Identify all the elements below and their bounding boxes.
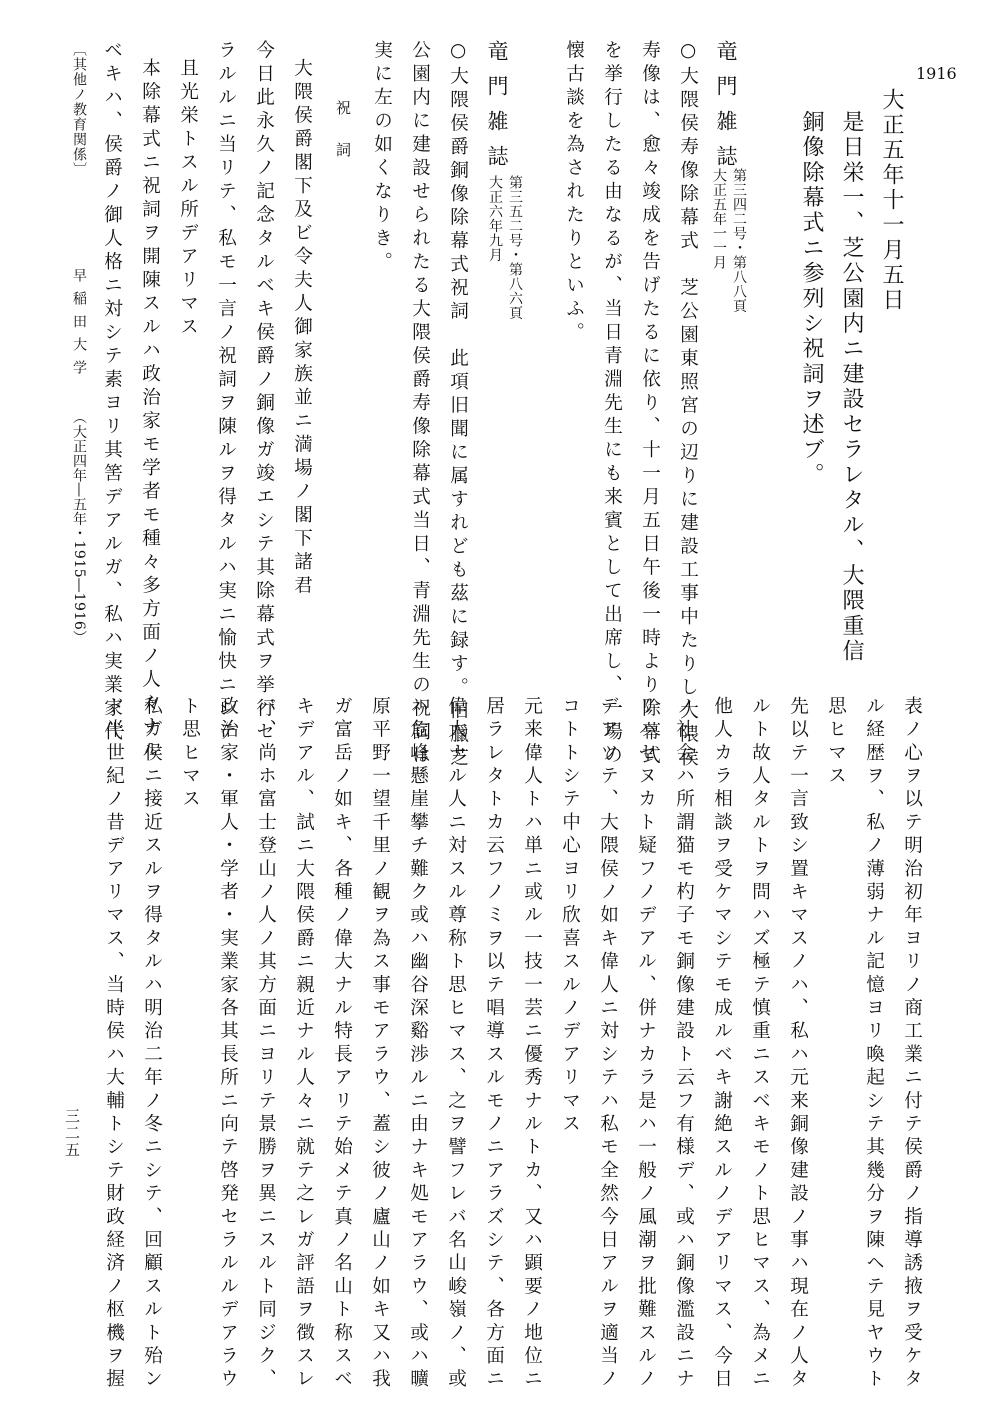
source2-line-1: ○大隈侯爵銅像除幕式祝詞 此項旧聞に属すれども茲に録す。旧臘芝 [447, 40, 469, 771]
lower-body-line-21: 私ガ侯ニ接近スルヲ得タルハ明治二年ノ冬ニシテ、回顧スルト殆ン [141, 696, 163, 1392]
lower-body-line-6: 他人カラ相談ヲ受ケマシテモ成ルベキ謝絶スルノデアリマス、今日 [711, 696, 733, 1392]
lower-body-line-14: ハ危峰懸崖攀チ難ク或ハ幽谷深谿渉ルニ由ナキ処モアラウ、或ハ曠 [407, 696, 429, 1392]
lower-body-line-11: 元来偉人トハ単ニ或ル一技一芸ニ優秀ナルトカ、又ハ顕要ノ地位ニ [521, 696, 543, 1392]
lower-body-line-16: ガ富岳ノ如キ、各種ノ偉大ナル特長アリテ始メテ真ノ名山ト称スベ [331, 696, 353, 1392]
upper-body-line-1: 大隈侯爵閣下及ビ令夫人御家族並ニ満場ノ閣下諸君 [291, 58, 313, 599]
footer-period: （大正四年―五年・1915―1916） [71, 410, 87, 645]
source-ref-1a: 第三四二号・第八八頁 [731, 168, 747, 313]
event-line-2: 銅像除幕式ニ参列シ祝詞ヲ述ブ。 [799, 110, 824, 488]
lower-body-line-15: 原平野一望千里ノ観ヲ為ス事モアラウ、蓋シ彼ノ廬山ノ如キ又ハ我 [369, 696, 391, 1392]
lower-body-line-1: 表ノ心ヲ以テ明治初年ヨリノ商工業ニ付テ侯爵ノ指導誘掖ヲ受ケタ [901, 696, 923, 1392]
source-title-2: 竜門雑誌 [485, 40, 509, 180]
source1-line-1: ○大隈侯寿像除幕式 芝公園東照宮の辺りに建設工事中たりし大隈侯 [677, 40, 699, 771]
source1-line-2: 寿像は、愈々竣成を告げたるに依り、十一月五日午後一時より除幕式 [639, 40, 661, 769]
lower-body-line-9: デアツテ、大隈侯ノ如キ偉人ニ対シテハ私モ全然今日アルヲ適当ノ [597, 696, 619, 1392]
lower-body-line-17: キデアル、試ニ大隈侯爵ニ親近ナル人々ニ就テ之レガ評語ヲ徴スレ [293, 696, 315, 1392]
lower-body-line-7: ノ社会ハ所謂猫モ杓子モ銅像建設ト云フ有様デ、或ハ銅像濫設ニナ [673, 696, 695, 1392]
lower-body-line-18: バ、尚ホ富士登山ノ人ノ其方面ニヨリテ景勝ヲ異ニスルト同ジク、 [255, 696, 277, 1392]
source-title-1: 竜門雑誌 [714, 40, 738, 180]
source-ref-2a: 第三五二号・第八六頁 [507, 175, 523, 320]
footer-category: 〔其他ノ教育関係〕 [71, 42, 87, 177]
lower-body-line-10: コトトシテ中心ヨリ欣喜スルノデアリマス [559, 696, 581, 1137]
event-line-1: 是日栄一、芝公園内ニ建設セラレタル、大隈重信 [839, 110, 864, 665]
shukushi-heading: 祝 詞 [334, 100, 352, 163]
source-ref-1b: 大正五年一一月 [711, 168, 727, 270]
lower-body-line-22: ド半世紀ノ昔デアリマス、当時侯ハ大輔トシテ財政経済ノ枢機ヲ握 [103, 696, 125, 1392]
upper-body-line-2: 今日此永久ノ記念タルベキ侯爵ノ銅像ガ竣エシテ其除幕式ヲ挙行セ [253, 40, 275, 745]
source2-line-3: 実に左の如くなりき。 [371, 40, 393, 275]
lower-body-line-20: ト思ヒマス [179, 696, 201, 812]
upper-body-line-4: 且光栄トスル所デアリマス [177, 58, 199, 340]
source2-line-2: 公園内に建設せられたる大隈侯爵寿像除幕式当日、青淵先生の祝詞は [409, 40, 431, 769]
upper-body-line-5: 本除幕式ニ祝詞ヲ開陳スルハ政治家モ学者モ種々多方面ノ人々ナル [139, 58, 161, 763]
source1-line-4: 懐古談を為されたりといふ。 [563, 40, 585, 346]
source-ref-2b: 大正六年九月 [487, 175, 503, 262]
footer-institution: 早稲田大学 [71, 268, 87, 383]
upper-body-line-6: ベキハ、侯爵ノ御人格ニ対シテ素ヨリ其筈デアルガ、私ハ実業家代 [101, 40, 123, 745]
lower-body-line-4: 先以テ一言致シ置キマスノハ、私ハ元来銅像建設ノ事ハ現在ノ人タ [787, 696, 809, 1392]
lower-body-line-19: 政治家・軍人・学者・実業家各其長所ニ向テ啓発セラルルデアラウ [217, 696, 239, 1392]
lower-body-line-13: 偉大ナル人ニ対スル尊称ト思ヒマス、之ヲ譬フレバ名山峻嶺ノ、或 [445, 696, 467, 1392]
lower-body-line-5: ルト故人タルトヲ問ハズ極テ慎重ニスベキモノト思ヒマス、為メニ [749, 696, 771, 1392]
lower-body-line-8: リハセヌカト疑フノデアル、併ナカラ是ハ一般ノ風潮ヲ批難スルノ [635, 696, 657, 1392]
source1-line-3: を挙行したる由なるが、当日青淵先生にも来賓として出席し、一場の [601, 40, 623, 769]
year-label: 1916 [916, 64, 957, 83]
lower-body-line-3: 思ヒマス [825, 696, 847, 789]
page-number: 三二五 [63, 1108, 81, 1159]
lower-body-line-12: 居ラレタトカ云フノミヲ以テ唱導スルモノニアラズシテ、各方面ニ [483, 696, 505, 1392]
upper-body-line-3: ラルルニ当リテ、私モ一言ノ祝詞ヲ陳ルヲ得タルハ実ニ愉快ニシテ [215, 40, 237, 745]
lower-body-line-2: ル経歴ヲ、私ノ薄弱ナル記憶ヨリ喚起シテ其幾分ヲ陳ヘテ見ヤウト [863, 696, 885, 1392]
date-heading: 大正五年十一月五日 [879, 88, 904, 313]
